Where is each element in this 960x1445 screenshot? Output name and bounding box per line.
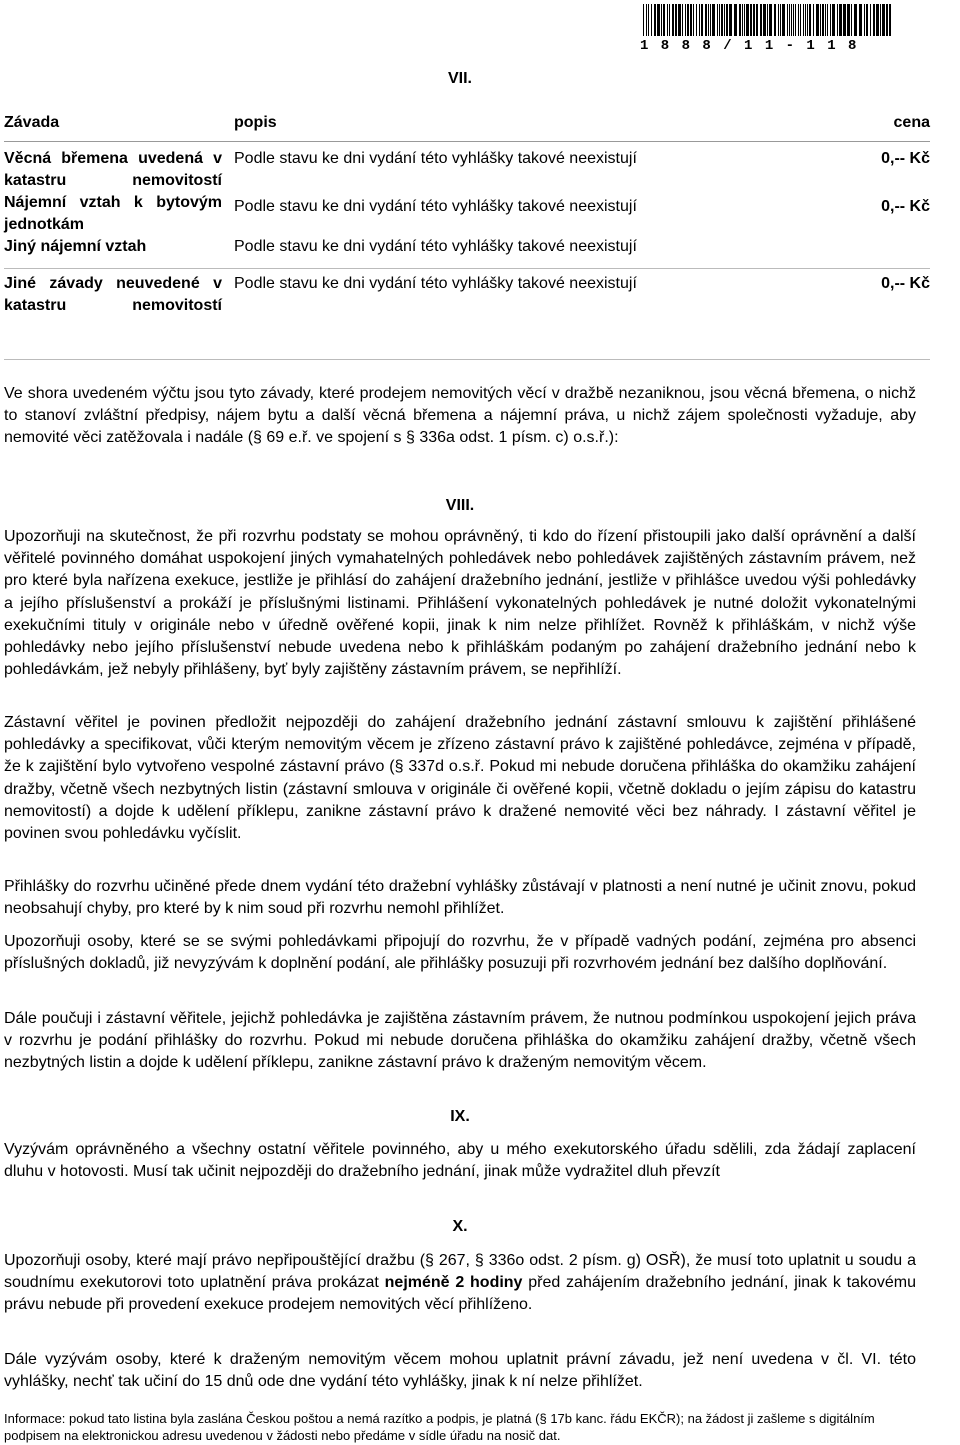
paragraph-cash-payment: Vyzývám oprávněného a všechny ostatní věřitele povinného, aby u mého exekutorského úřadu sdělili, zda žádají zaplacení dluhu v hotovosti. Musí tak učinit nejpozději do dražebního jednání, jinak může vydražitel dluh převzít	[4, 1141, 916, 1181]
column-header-description: popis	[228, 108, 838, 142]
barcode-bar	[870, 4, 871, 36]
barcode-bar	[699, 4, 700, 36]
barcode-bar	[851, 4, 852, 36]
barcode-bar	[882, 4, 885, 36]
barcode-bar	[705, 4, 707, 36]
barcode-bar	[791, 4, 792, 36]
barcode-bar	[682, 4, 683, 36]
barcode-bar	[864, 4, 865, 36]
barcode-bar	[809, 4, 811, 36]
barcode-bar	[734, 4, 737, 36]
barcode-bar	[746, 4, 749, 36]
barcode-bar	[687, 4, 689, 36]
barcode-bar	[721, 4, 723, 36]
barcode-bar	[685, 4, 686, 36]
barcode-bar	[712, 4, 715, 36]
barcode-bar	[847, 4, 850, 36]
paragraph-claims-notice: Upozorňuji na skutečnost, že při rozvrhu podstaty se mohou oprávněný, ti kdo do řízení přistoupili jako další oprávnění a další věřitelé povinného domáhat uspokojení jiných vymahatelných pohledávek nebo pohledávek zajištěných zástavním právem, než pro které byla nařízena exekuce, jestliže je přihlásí do zahájení dražebního jednání, jestliže v přihlášce uvedou výši pohledávky a jejího příslušenství a prokáží je příslušnými listinami. Přihlášení vykonatelných pohledávek je nutné doložit vykonatelnými exekučními tituly v originále nebo v úředně ověřené kopii, jinak k nim nelze přihlížet. Rovněž k přihláškám, v nichž výše pohledávky nebo jejího příslušenství nebude uvedena nebo k přihláškám podaným po zahájení dražebního jednání nebo k pohledávkám, jež nebyly přihlášeny, byť byly zajištěny zástavním právem, se nepřihlíží.	[4, 528, 916, 679]
barcode-bar	[807, 4, 808, 36]
barcode-bar	[648, 4, 649, 36]
barcode-bar	[876, 4, 879, 36]
barcode-bar	[739, 4, 741, 36]
price-cell: 0,-- Kč	[881, 198, 930, 215]
barcode-bar	[672, 4, 674, 36]
barcode-bar	[886, 4, 888, 36]
barcode-bar	[839, 4, 842, 36]
barcode-bar	[678, 4, 681, 36]
barcode-bar	[643, 4, 644, 36]
barcode-bar	[661, 4, 662, 36]
barcode-bar	[816, 4, 819, 36]
price-cell	[838, 236, 930, 269]
barcode-bar	[854, 4, 857, 36]
objection-text-part2: před zahájením dražebního jednání, jinak k takovému právu nebude při provedení exekuce prodejem nemovitých věcí přihlíženo.	[4, 1274, 917, 1314]
barcode-bar	[873, 4, 875, 36]
barcode-bar	[813, 4, 814, 36]
barcode-bar	[793, 4, 794, 36]
barcode-bar	[763, 4, 766, 36]
paragraph-legal-defect-call: Dále vyzývám osoby, které k draženým nemovitým věcem mohou uplatnit právní závadu, jež není uvedena v čl. VI. této vyhlášky, nechť tak učiní do 15 dnů ode dne vydání této vyhlášky, jinak k ní nelze přihlížet.	[4, 1351, 916, 1391]
barcode-bar	[690, 4, 692, 36]
section-heading-x: X.	[452, 1218, 468, 1235]
price-cell: 0,-- Kč	[881, 150, 930, 167]
barcode-bar	[859, 4, 862, 36]
table-bottom-rule	[4, 359, 930, 360]
barcode-bar	[782, 4, 785, 36]
barcode-bar	[827, 4, 828, 36]
paragraph-defective-filings: Upozorňuji osoby, které se se svými pohledávkami připojují do rozvrhu, že v případě vadných podání, zejména pro absenci příslušných dokladů, již nevyzývám k doplnění podání, ale přihlášky posuzuji při rozvrhovém jednání bez dalšího doplňování.	[4, 933, 916, 973]
barcode-bar	[693, 4, 694, 36]
barcode-bar	[774, 4, 776, 36]
barcode-bar	[889, 4, 891, 36]
barcode-bar	[803, 4, 804, 36]
barcode-bar	[789, 4, 790, 36]
barcode-bar	[744, 4, 745, 36]
barcode-bar	[750, 4, 752, 36]
barcode-bar	[798, 4, 799, 36]
description-cell: Podle stavu ke dni vydání této vyhlášky takové neexistují	[234, 150, 637, 167]
barcode-bar	[767, 4, 768, 36]
table-row	[4, 269, 930, 322]
barcode-bar	[675, 4, 677, 36]
defect-cell: Jiný nájemní vztah	[4, 238, 147, 255]
barcode-bar	[663, 4, 665, 36]
column-header-price: cena	[838, 108, 930, 142]
objection-deadline-bold: nejméně 2 hodiny	[384, 1274, 523, 1292]
description-cell: Podle stavu ke dni vydání této vyhlášky takové neexistují	[234, 198, 637, 215]
table-row	[4, 236, 930, 269]
barcode-bar	[654, 4, 656, 36]
barcode-bar	[778, 4, 779, 36]
barcode-bar	[701, 4, 703, 36]
footnote-info: Informace: pokud tato listina byla zaslána Českou poštou a nemá razítko a podpis, je platná (§ 17b kanc. řádu EKČR); na žádost ji zašleme s digitálním podpisem na elektronickou adresu uvedenou v žádosti nebo předáme v sídle úřadu na nosič dat.	[4, 1411, 875, 1443]
barcode-bar	[822, 4, 824, 36]
section-heading-viii: VIII.	[445, 497, 475, 514]
table-row	[4, 192, 930, 236]
barcode-bar	[837, 4, 838, 36]
barcode-bar	[651, 4, 652, 36]
barcode-bar	[657, 4, 660, 36]
barcode-bar	[669, 4, 670, 36]
barcode-bar	[729, 4, 732, 36]
defect-cell: Nájemní vztah k bytovým jednotkám	[4, 194, 222, 233]
barcode-bar	[756, 4, 758, 36]
objection-text-part1: Upozorňuji osoby, které mají právo nepřipouštějící dražbu (§ 267, § 336o odst. 2 písm. g) OSŘ), že musí toto uplatnit u soudu a soudnímu exekutorovi toto uplatnění práva prokázat	[4, 1252, 916, 1292]
barcode-number: 1 8 8 8 / 1 1 - 1 1 8	[640, 38, 859, 54]
barcode-bar	[717, 4, 718, 36]
barcode-bar	[646, 4, 647, 36]
barcode-bar	[719, 4, 720, 36]
description-cell: Podle stavu ke dni vydání této vyhlášky takové neexistují	[228, 269, 838, 322]
defect-cell: Jiné závady neuvedené v katastru nemovitostí	[4, 269, 228, 322]
paragraph-prior-claims: Přihlášky do rozvrhu učiněné přede dnem vydání této dražební vyhlášky zůstávají v platnosti a není nutné je učinit znovu, pokud neobsahují chyby, pro které by k nim soud při rozvrhu nemohl přihlížet.	[4, 878, 916, 918]
paragraph-pledge-creditor: Zástavní věřitel je povinen předložit nejpozději do zahájení dražebního jednání zástavní smlouvu k zajištění přihlášené pohledávky a specifikovat, vůči kterým nemovitým věcem je zřízeno zástavní právo k zajištěné pohledávce, zejména v případě, že k zajištění bylo vytvořeno vespolné zástavní právo (§ 337d o.s.ř. Pokud mi nebude doručena přihláška do okamžiku zahájení dražby, včetně všech nezbytných listin (zástavní smlouva v originále či ověřené kopii, včetně dokladu o jejím zápisu do katastru nemovitostí) a dojde k udělení příklepu, zanikne zástavní právo k dražené nemovité věci bez náhrady. I zástavní věřitel je povinen svou pohledávku vyčíslit.	[4, 714, 916, 843]
section-heading-ix: IX.	[450, 1108, 470, 1125]
table-row	[4, 142, 930, 193]
barcode-bar	[805, 4, 806, 36]
paragraph-objection-rights	[4, 1250, 916, 1317]
defects-table	[4, 108, 930, 321]
paragraph-pledge-instruction: Dále poučuji i zástavní věřitele, jejichž pohledávka je zajištěna zástavním právem, že nutnou podmínkou uspokojení jejich práva v rozvrhu je podání přihlášky do rozvrhu. Pokud mi nebude doručena přihláška do okamžiku zahájení dražby, včetně všech nezbytných listin a dojde k udělení příklepu, zanikne zástavní právo k draženým nemovitým věcem.	[4, 1010, 916, 1072]
barcode-bar	[843, 4, 846, 36]
price-cell: 0,-- Kč	[838, 269, 930, 322]
defect-cell: Věcná břemena uvedená v katastru nemovitostí	[4, 150, 222, 189]
barcode-bar	[724, 4, 725, 36]
paragraph-retained-defects: Ve shora uvedeném výčtu jsou tyto závady, které prodejem nemovitých věcí v dražbě nezaniknou, jsou věcná břemena, o nichž to stanoví zvláštní předpisy, nájem bytu a další věcná břemena a nájemní práva, u nichž zájem společnosti vyžaduje, aby nemovité věci zatěžovala i nadále (§ 69 e.ř. ve spojení s § 336a odst. 1 písm. c) o.s.ř.):	[4, 385, 916, 447]
barcode-bar	[866, 4, 868, 36]
barcode-bar	[795, 4, 796, 36]
barcode-bar	[800, 4, 801, 36]
barcode-bar	[880, 4, 881, 36]
table-header-row	[4, 108, 930, 142]
barcode-bar	[708, 4, 709, 36]
barcode-bar	[742, 4, 743, 36]
barcode-bar	[753, 4, 755, 36]
column-header-defect: Závada	[4, 108, 228, 142]
barcode-bar	[667, 4, 668, 36]
barcode-bar	[830, 4, 831, 36]
barcode-bar	[769, 4, 772, 36]
barcode-bar	[787, 4, 788, 36]
description-cell: Podle stavu ke dni vydání této vyhlášky takové neexistují	[234, 238, 637, 255]
barcode-bar	[780, 4, 781, 36]
barcode-bar	[820, 4, 821, 36]
barcode-graphic	[643, 4, 893, 36]
barcode-bar	[696, 4, 697, 36]
section-heading-vii: VII.	[447, 70, 472, 87]
barcode-bar	[825, 4, 826, 36]
barcode-bar	[832, 4, 835, 36]
barcode-bar	[726, 4, 728, 36]
barcode-bar	[710, 4, 711, 36]
barcode-bar	[760, 4, 762, 36]
